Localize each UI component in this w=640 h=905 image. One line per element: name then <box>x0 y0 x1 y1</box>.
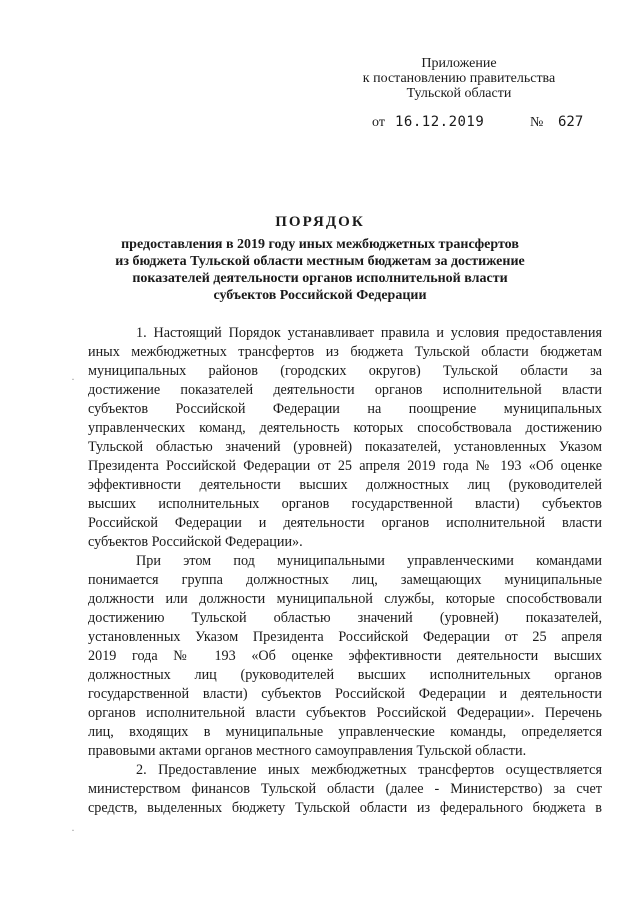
subtitle-line: предоставления в 2019 году иных межбюджетных трансфертов <box>121 237 519 252</box>
appendix-line: Тульской области <box>406 86 512 101</box>
text-line: понимается группа должностных лиц, замещающих муниципальные <box>88 572 602 588</box>
paragraph-2 <box>88 552 602 761</box>
margin-dot: · <box>71 823 75 837</box>
text-line: Российской Федерации и деятельности органов исполнительной власти <box>88 515 602 531</box>
decree-number: 627 <box>558 114 584 130</box>
paragraph-3 <box>88 761 602 818</box>
text-line: государственной власти) субъектов Российской Федерации и деятельности <box>88 686 602 702</box>
from-label: от <box>372 115 385 130</box>
text-line: достижение показателей деятельности органов исполнительной власти <box>88 382 602 398</box>
document-body <box>88 324 602 818</box>
document-title-block <box>60 214 580 304</box>
decree-date-number <box>372 113 592 131</box>
document-subtitle <box>60 236 580 304</box>
text-line: должности или должности муниципальной службы, которые способствовали <box>88 591 602 607</box>
margin-dot: · <box>71 372 75 386</box>
text-line: достижению Тульской областью значений (уровней) показателей, <box>88 610 602 626</box>
text-line: 2019 года № 193 «Об оценке эффективности деятельности высших <box>88 648 602 664</box>
text-line: органов исполнительной власти субъектов Российской Федерации». Перечень <box>88 705 602 721</box>
text-line: иных межбюджетных трансфертов из бюджета Тульской области бюджетам <box>88 344 602 360</box>
text-line: лиц, входящих в муниципальные управленческие команды, определяется <box>88 724 602 740</box>
number-label: № <box>530 115 544 130</box>
text-line: Тульской областью значений (уровней) показателей, установленных Указом <box>88 439 602 455</box>
text-line: муниципальных районов (городских округов) Тульской области за <box>88 363 602 379</box>
text-line: 2. Предоставление иных межбюджетных трансфертов осуществляется <box>136 762 602 778</box>
text-line: установленных Указом Президента Российской Федерации от 25 апреля <box>88 629 602 645</box>
appendix-line: Приложение <box>421 56 497 71</box>
text-line: правовыми актами органов местного самоуправления Тульской области. <box>88 743 527 759</box>
appendix-header <box>330 56 588 101</box>
appendix-line: к постановлению правительства <box>362 71 556 86</box>
text-line: При этом под муниципальными управленческими командами <box>136 553 602 569</box>
paragraph-1 <box>88 324 602 552</box>
subtitle-line: из бюджета Тульской области местным бюджетам за достижение <box>115 254 525 269</box>
text-line: эффективности деятельности высших должностных лиц (руководителей <box>88 477 602 493</box>
text-line: должностных лиц (руководителей высших исполнительных органов <box>88 667 602 683</box>
decree-date: 16.12.2019 <box>395 114 485 130</box>
text-line: высших исполнительных органов государственной власти) субъектов <box>88 496 602 512</box>
text-line: министерством финансов Тульской области (далее - Министерство) за счет <box>88 781 602 797</box>
text-line: субъектов Российской Федерации». <box>88 534 303 550</box>
document-title: ПОРЯДОК <box>275 214 365 230</box>
text-line: средств, выделенных бюджету Тульской области из федерального бюджета в <box>88 800 602 816</box>
text-line: управленческих команд, деятельность которых способствовала достижению <box>88 420 602 436</box>
subtitle-line: показателей деятельности органов исполнительной власти <box>132 271 508 286</box>
subtitle-line: субъектов Российской Федерации <box>213 288 427 303</box>
text-line: 1. Настоящий Порядок устанавливает правила и условия предоставления <box>136 325 602 341</box>
text-line: субъектов Российской Федерации на поощрение муниципальных <box>88 401 602 417</box>
text-line: Президента Российской Федерации от 25 апреля 2019 года № 193 «Об оценке <box>88 458 602 474</box>
